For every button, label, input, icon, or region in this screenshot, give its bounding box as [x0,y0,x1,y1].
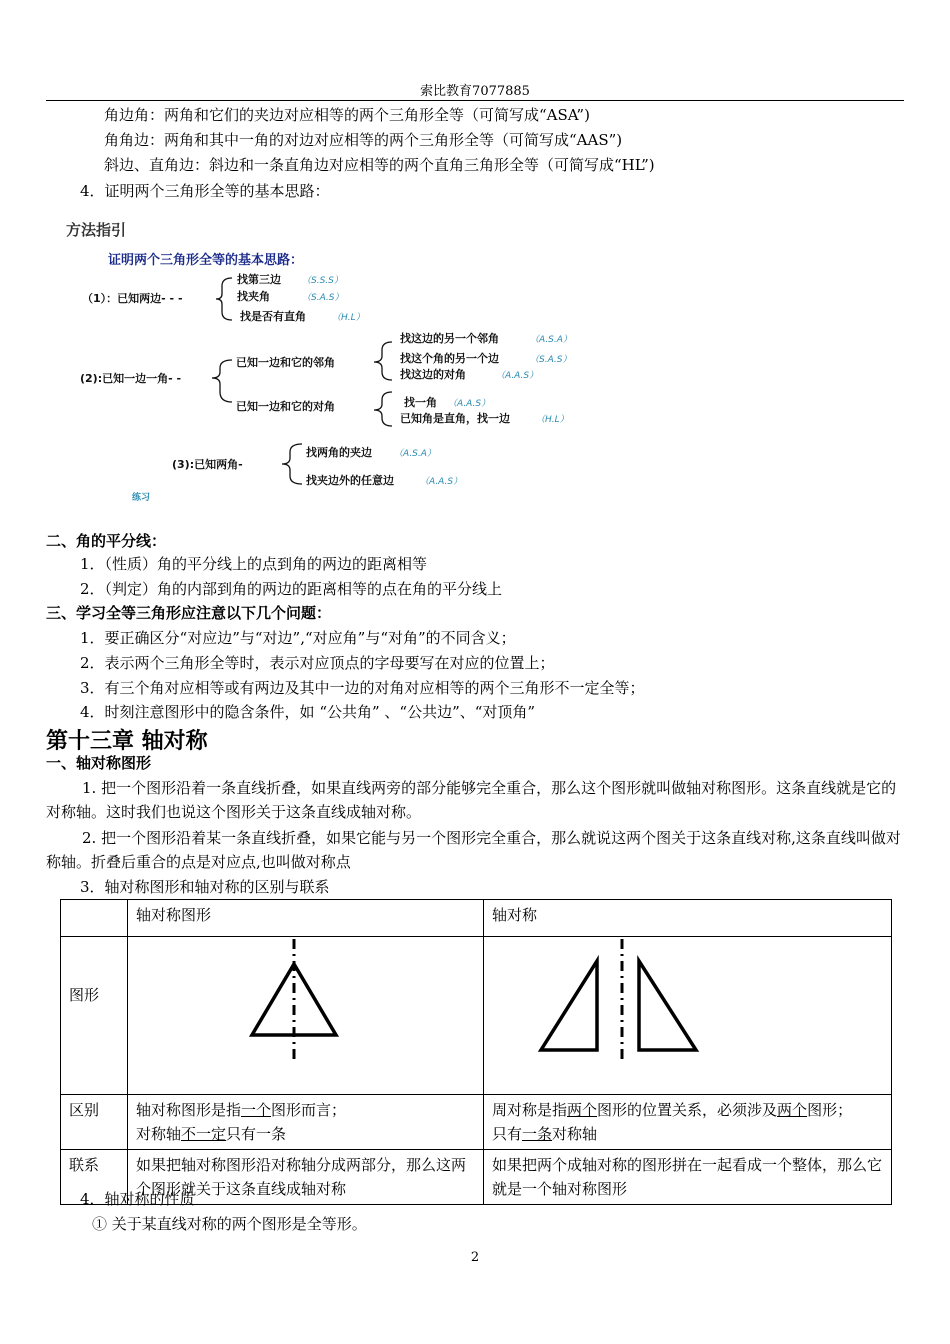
case1-branch3: 找是否有直角 [240,310,306,323]
case2-sub2-brace [374,392,392,426]
symmetric-triangle-drawing [128,937,483,1087]
diff2-text-d: 只有 [492,1125,523,1143]
case2-label: (2):已知一边一角- - [80,372,182,385]
page-header: 索比教育7077885 [420,84,530,99]
diff2-text-b: 图形的位置关系，必须涉及 [597,1101,778,1119]
row-label-difference: 区别 [61,1095,128,1150]
case2-brace [212,360,232,402]
property-heading: 4．轴对称的性质 [80,1190,195,1208]
asa-line: 角边角：两角和它们的夹边对应相等的两个三角形全等（可简写成“ASA”) [104,106,590,124]
chapter-subsection: 一、轴对称图形 [46,754,152,772]
diff2-underline-b: 两个 [777,1101,808,1119]
figure-title: 方法指引 [66,221,127,239]
diff2-underline-c: 一条 [522,1125,553,1143]
property-1: ① 关于某直线对称的两个图形是全等形。 [92,1215,367,1233]
diff1-text-d: 只有一条 [226,1125,287,1143]
case2-sub1-branch3: 找这边的对角 [400,368,466,381]
item4-line: 4．证明两个三角形全等的基本思路： [80,182,330,200]
definition-paragraph-2: 2. 把一个图形沿着某一条直线折叠，如果它能与另一个图形完全重合，那么就说这两个图关于这条直线对称,这条直线叫做对称轴。折叠后重合的点是对应点,也叫做对称点 [46,829,901,871]
case2-sub1-label: 已知一边和它的邻角 [236,356,335,369]
diff2-text-e: 对称轴 [552,1125,598,1143]
section3-item2: 2．表示两个三角形全等时，表示对应顶点的字母要写在对应的位置上； [80,654,555,672]
case2-sub1-brace [374,342,392,380]
cell-difference-1 [128,1095,484,1150]
case1-branch2: 找夹角 [237,290,270,303]
case1-tag2: （S.A.S） [302,293,344,303]
mirrored-triangles-drawing [484,937,891,1087]
diff2-text-c: 图形； [807,1101,853,1119]
section2-item2: 2．（判定）角的内部到角的两边的距离相等的点在角的平分线上 [80,580,503,598]
cell-connection-2: 如果把两个成轴对称的图形拼在一起看成一个整体，那么它就是一个轴对称图形 [484,1150,892,1205]
case3-tag1: （A.S.A） [394,449,436,459]
case2-sub1-tag3: （A.A.S） [496,371,539,381]
comparison-intro: 3．轴对称图形和轴对称的区别与联系 [80,878,330,896]
cell-difference-2 [484,1095,892,1150]
diff1-text-c: 对称轴 [136,1125,182,1143]
case3-brace [282,444,302,484]
aas-line: 角角边：两角和其中一角的对边对应相等的两个三角形全等（可简写成“AAS”) [104,131,623,149]
case2-sub2-label: 已知一边和它的对角 [236,400,335,413]
case2-sub1-tag1: （A.S.A） [530,335,572,345]
table-header-axisymmetric-figure: 轴对称图形 [128,900,484,937]
right-right-triangle [639,961,696,1050]
method-guide-figure [60,212,600,512]
left-right-triangle [541,961,597,1050]
case2-sub1-tag2: （S.A.S） [530,355,572,365]
diff2-underline-a: 两个 [567,1101,598,1119]
comparison-table [60,899,892,1205]
chapter-title: 第十三章 轴对称 [46,729,208,754]
case3-label: (3):已知两角- [172,458,243,471]
cell-figure-1 [128,937,484,1095]
row-label-figure: 图形 [61,937,128,1095]
case1-tag1: （S.S.S） [302,276,343,286]
case1-brace [216,278,232,320]
hl-line: 斜边、直角边：斜边和一条直角边对应相等的两个直角三角形全等（可简写成“HL”) [104,156,655,174]
section3-title: 三、学习全等三角形应注意以下几个问题： [46,604,332,622]
diff1-text-a: 轴对称图形是指 [136,1101,242,1119]
case2-sub1-branch1: 找这边的另一个邻角 [400,332,499,345]
case3-branch2: 找夹边外的任意边 [306,474,394,487]
cell-connection-1: 如果把轴对称图形沿对称轴分成两部分，那么这两个图形就关于这条直线成轴对称 [128,1150,484,1205]
section3-item1: 1．要正确区分“对应边”与“对边”,“对应角”与“对角”的不同含义； [80,629,516,647]
case1-label: （1）：已知两边- - - [82,292,183,305]
case2-sub2-branch1: 找一角 [404,396,437,409]
table-header-axial-symmetry: 轴对称 [484,900,892,937]
row-label-connection: 联系 [61,1150,128,1205]
case1-branch1: 找第三边 [237,273,281,286]
table-corner [61,900,128,937]
figure-subtitle: 证明两个三角形全等的基本思路： [108,253,304,268]
section3-item4: 4．时刻注意图形中的隐含条件，如 “公共角” 、“公共边”、“对顶角” [80,703,536,721]
definition-paragraph-1: 1. 把一个图形沿着一条直线折叠，如果直线两旁的部分能够完全重合，那么这个图形就叫做轴对称图形。这条直线就是它的对称轴。这时我们也说这个图形关于这条直线成轴对称。 [46,779,897,821]
case1-tag3: （H.L） [332,313,365,323]
figure-footer: 练习 [132,493,151,503]
diff2-text-a: 周对称是指 [492,1101,568,1119]
diff1-underline-a: 一个 [241,1101,272,1119]
section2-item1: 1．（性质）角的平分线上的点到角的两边的距离相等 [80,555,428,573]
header-rule [46,100,904,101]
case2-sub2-branch2: 已知角是直角，找一边 [400,412,510,425]
diff1-text-b: 图形而言； [271,1101,347,1119]
diff1-underline-b: 不一定 [181,1125,227,1143]
section3-item3: 3．有三个角对应相等或有两边及其中一边的对角对应相等的两个三角形不一定全等； [80,679,645,697]
case3-tag2: （A.A.S） [420,477,463,487]
section2-title: 二、角的平分线： [46,532,167,550]
case2-sub2-tag1: （A.A.S） [448,399,491,409]
case3-branch1: 找两角的夹边 [306,446,372,459]
cell-figure-2 [484,937,892,1095]
case2-sub1-branch2: 找这个角的另一个边 [400,352,499,365]
case2-sub2-tag2: （H.L） [536,415,569,425]
page-number: 2 [470,1250,480,1265]
